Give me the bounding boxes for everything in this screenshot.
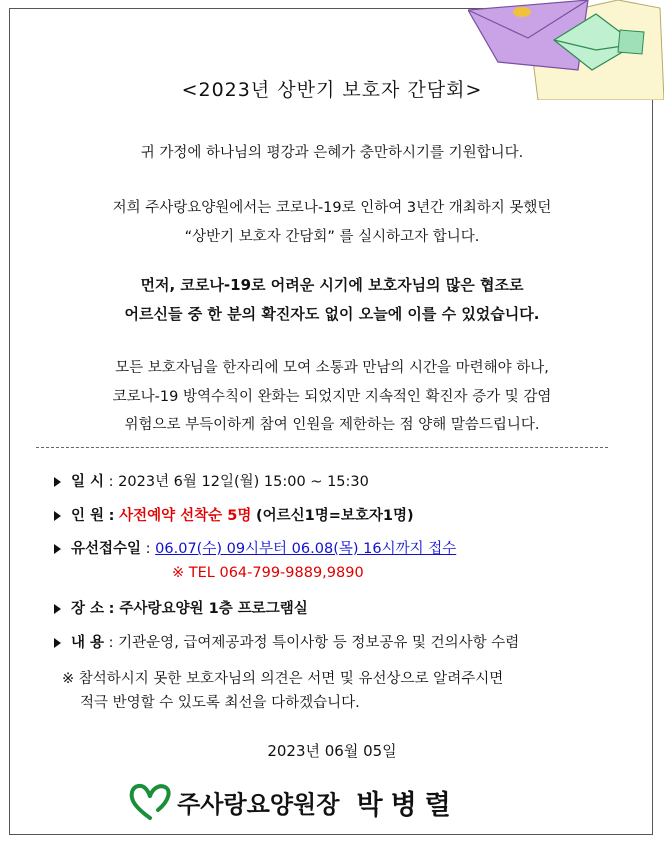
notice-line-2: 코로나-19 방역수칙이 완화는 되었지만 지속적인 확진자 증가 및 감염 <box>112 389 552 405</box>
page-title: <2023년 상반기 보호자 간담회> <box>181 79 483 101</box>
dashed-divider <box>36 447 608 448</box>
detail-place <box>54 597 308 619</box>
time-value: : 2023년 6월 12일(월) 15:00 ~ 15:30 <box>108 474 369 490</box>
detail-people <box>54 504 414 526</box>
issue-date: 2023년 06월 05일 <box>267 742 397 760</box>
note-line-2: 적극 반영할 수 있도록 최선을 다하겠습니다. <box>80 695 360 711</box>
bullet-icon <box>54 604 61 614</box>
content-label: 내 용 <box>71 635 105 651</box>
tel-number: ※ TEL 064-799-9889,9890 <box>172 565 364 581</box>
detail-phone <box>54 537 456 559</box>
phone-colon: : <box>145 541 151 557</box>
bullet-icon <box>54 544 61 554</box>
bullet-icon <box>54 638 61 648</box>
people-rest-text: (어르신1명=보호자1명) <box>255 508 414 524</box>
content-value: : 기관운영, 급여제공과정 특이사항 등 정보공유 및 건의사항 수렴 <box>108 635 520 651</box>
detail-time <box>54 470 369 492</box>
phone-label: 유선접수일 <box>71 541 142 557</box>
heart-logo-icon <box>128 782 172 822</box>
director-name: 박병렬 <box>356 789 459 821</box>
intro-line-2: “상반기 보호자 간담회” 를 실시하고자 합니다. <box>184 229 480 245</box>
detail-content <box>54 631 519 653</box>
notice-line-3: 위험으로 부득이하게 참여 인원을 제한하는 점 양해 말씀드립니다. <box>124 417 540 433</box>
bullet-icon <box>54 477 61 487</box>
thanks-line-2: 어르신들 중 한 분의 확진자도 없이 오늘에 이를 수 있었습니다. <box>124 305 540 323</box>
phone-period: 06.07(수) 09시부터 06.08(목) 16시까지 접수 <box>155 541 457 557</box>
notice-line-1: 모든 보호자님을 한자리에 모여 소통과 만남의 시간을 마련해야 하나, <box>115 360 549 376</box>
place-label: 장 소 <box>71 601 105 617</box>
time-label: 일 시 <box>71 474 105 490</box>
place-value: : 주사랑요양원 1층 프로그램실 <box>108 601 308 617</box>
people-red-text: 사전예약 선착순 5명 <box>119 508 252 524</box>
note-line-1: ※ 참석하시지 못한 보호자님의 의견은 서면 및 유선상으로 알려주시면 <box>62 671 504 687</box>
organization-name: 주사랑요양원장 <box>177 790 340 819</box>
people-colon: : <box>108 508 115 524</box>
thanks-line-1: 먼저, 코로나-19로 어려운 시기에 보호자님의 많은 협조로 <box>140 276 524 294</box>
intro-line-1: 저희 주사랑요양원에서는 코로나-19로 인하여 3년간 개최하지 못했던 <box>112 200 552 216</box>
greeting-text: 귀 가정에 하나님의 평강과 은혜가 충만하시기를 기원합니다. <box>140 145 524 161</box>
people-label: 인 원 <box>71 508 105 524</box>
signature-block <box>128 782 459 832</box>
bullet-icon <box>54 511 61 521</box>
